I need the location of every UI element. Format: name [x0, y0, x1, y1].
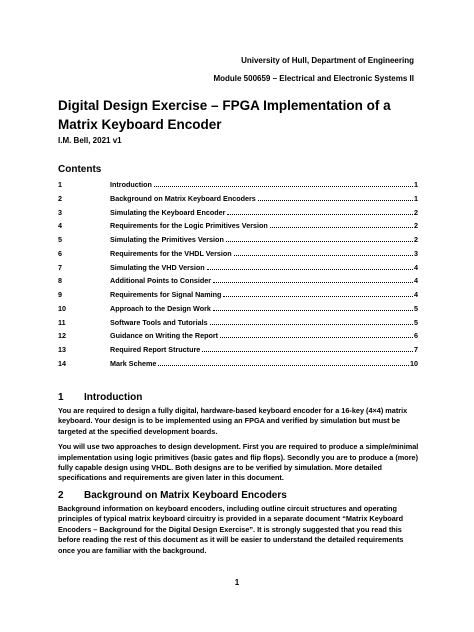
toc-leader: [234, 255, 413, 256]
page-number: 1: [234, 578, 240, 587]
toc-leader: [226, 241, 413, 242]
paragraph: You will use two approaches to design development. First you are required to produce a simple/minimal implementation using logic primitives (basic gates and flip flops). Secondly you are to produce a (more) fully capable design using VHDL. Both designs are to be verified by simulation. More detailed specifications and requirements are given later in this document.: [58, 442, 419, 483]
toc-page: 2: [414, 221, 418, 231]
toc-number: 11: [58, 317, 66, 327]
toc-number: 10: [58, 303, 66, 313]
author-line: I.M. Bell, 2021 v1: [58, 136, 122, 145]
toc-number: 3: [58, 207, 62, 217]
toc-page: 4: [414, 276, 418, 286]
header-module: Module 500659 – Electrical and Electronic Systems II: [213, 74, 414, 83]
toc-page: 10: [410, 358, 418, 368]
toc-title[interactable]: Simulating the VHD Version: [110, 262, 205, 272]
toc-number: 9: [58, 290, 62, 299]
document-title: Digital Design Exercise – FPGA Implementation of a Matrix Keyboard Encoder: [58, 98, 391, 132]
toc-entry[interactable]: [58, 180, 418, 194]
toc-title[interactable]: Simulating the Primitives Version: [110, 235, 224, 244]
toc-leader: [258, 200, 413, 201]
toc-page: 3: [414, 248, 418, 258]
page-header: [213, 52, 414, 88]
toc-number: 4: [58, 221, 62, 231]
toc-page: 4: [414, 290, 418, 299]
section-background: [58, 490, 420, 556]
toc-entry[interactable]: [58, 221, 418, 235]
toc-number: 6: [58, 248, 62, 258]
toc-entry[interactable]: [58, 235, 418, 249]
toc-page: 7: [414, 345, 418, 354]
toc-number: 5: [58, 235, 62, 244]
table-of-contents: [58, 180, 418, 373]
toc-page: 1: [414, 180, 418, 189]
toc-title[interactable]: Required Report Structure: [110, 345, 201, 354]
toc-entry[interactable]: [58, 276, 418, 290]
toc-leader: [158, 365, 409, 366]
toc-leader: [220, 337, 413, 338]
toc-page: 2: [414, 207, 418, 217]
toc-entry[interactable]: [58, 318, 418, 332]
toc-entry[interactable]: [58, 249, 418, 263]
toc-entry[interactable]: [58, 194, 418, 208]
toc-title[interactable]: Approach to the Design Work: [110, 303, 211, 313]
toc-number: 13: [58, 345, 66, 354]
toc-title[interactable]: Requirements for the VHDL Version: [110, 248, 232, 258]
section-number: 1: [58, 392, 64, 403]
toc-number: 2: [58, 193, 62, 203]
toc-entry[interactable]: [58, 345, 418, 359]
toc-leader: [213, 282, 413, 283]
header-department: University of Hull, Department of Engineering: [241, 56, 414, 65]
toc-title[interactable]: Background on Matrix Keyboard Encoders: [110, 193, 256, 203]
section-title: Introduction: [84, 392, 143, 403]
toc-entry[interactable]: [58, 304, 418, 318]
toc-leader: [223, 296, 413, 297]
toc-title[interactable]: Mark Scheme: [110, 358, 157, 368]
toc-number: 14: [58, 358, 66, 368]
toc-leader: [227, 214, 413, 215]
contents-heading: Contents: [58, 164, 102, 175]
toc-number: 12: [58, 331, 66, 341]
toc-entry[interactable]: [58, 331, 418, 345]
toc-entry[interactable]: [58, 263, 418, 277]
toc-page: 2: [414, 235, 418, 244]
toc-page: 5: [414, 303, 418, 313]
toc-leader: [270, 227, 413, 228]
toc-entry[interactable]: [58, 359, 418, 373]
toc-leader: [207, 269, 413, 270]
toc-title[interactable]: Additional Points to Consider: [110, 276, 212, 286]
toc-entry[interactable]: [58, 208, 418, 222]
toc-leader: [202, 351, 413, 352]
toc-title[interactable]: Requirements for the Logic Primitives Version: [110, 221, 268, 231]
paragraph: You are required to design a fully digital, hardware-based keyboard encoder for a 16-key (4×4) matrix keyboard. Your design is to be implemented using an FPGA and verified by simulation but must be targeted at the specified development boards.: [58, 406, 408, 436]
toc-number: 7: [58, 262, 62, 272]
section-title: Background on Matrix Keyboard Encoders: [84, 490, 287, 501]
toc-title[interactable]: Requirements for Signal Naming: [110, 290, 222, 299]
toc-number: 8: [58, 276, 62, 286]
toc-title[interactable]: Simulating the Keyboard Encoder: [110, 207, 226, 217]
toc-leader: [154, 186, 413, 187]
toc-page: 1: [414, 193, 418, 203]
toc-page: 5: [414, 317, 418, 327]
section-heading: [58, 490, 420, 504]
toc-title[interactable]: Software Tools and Tutorials: [110, 317, 208, 327]
toc-title[interactable]: Introduction: [110, 180, 152, 189]
section-heading: [58, 392, 420, 406]
section-number: 2: [58, 490, 64, 501]
toc-leader: [213, 310, 413, 311]
toc-entry[interactable]: [58, 290, 418, 304]
paragraph: Background information on keyboard encoders, including outline circuit structures and operating principles of typical matrix keyboard circuitry is provided in a separate document “Matrix Keyboard Encoders – Background for the Digital Design Exercise”. It is strongly suggested that you read this before reading the rest of this document as it will be easier to understand the detailed requirements once you are familiar with the background.: [58, 504, 404, 555]
toc-number: 1: [58, 180, 62, 189]
toc-page: 4: [414, 262, 418, 272]
section-introduction: [58, 392, 420, 484]
toc-page: 6: [414, 331, 418, 341]
toc-leader: [210, 324, 413, 325]
toc-title[interactable]: Guidance on Writing the Report: [110, 331, 219, 341]
